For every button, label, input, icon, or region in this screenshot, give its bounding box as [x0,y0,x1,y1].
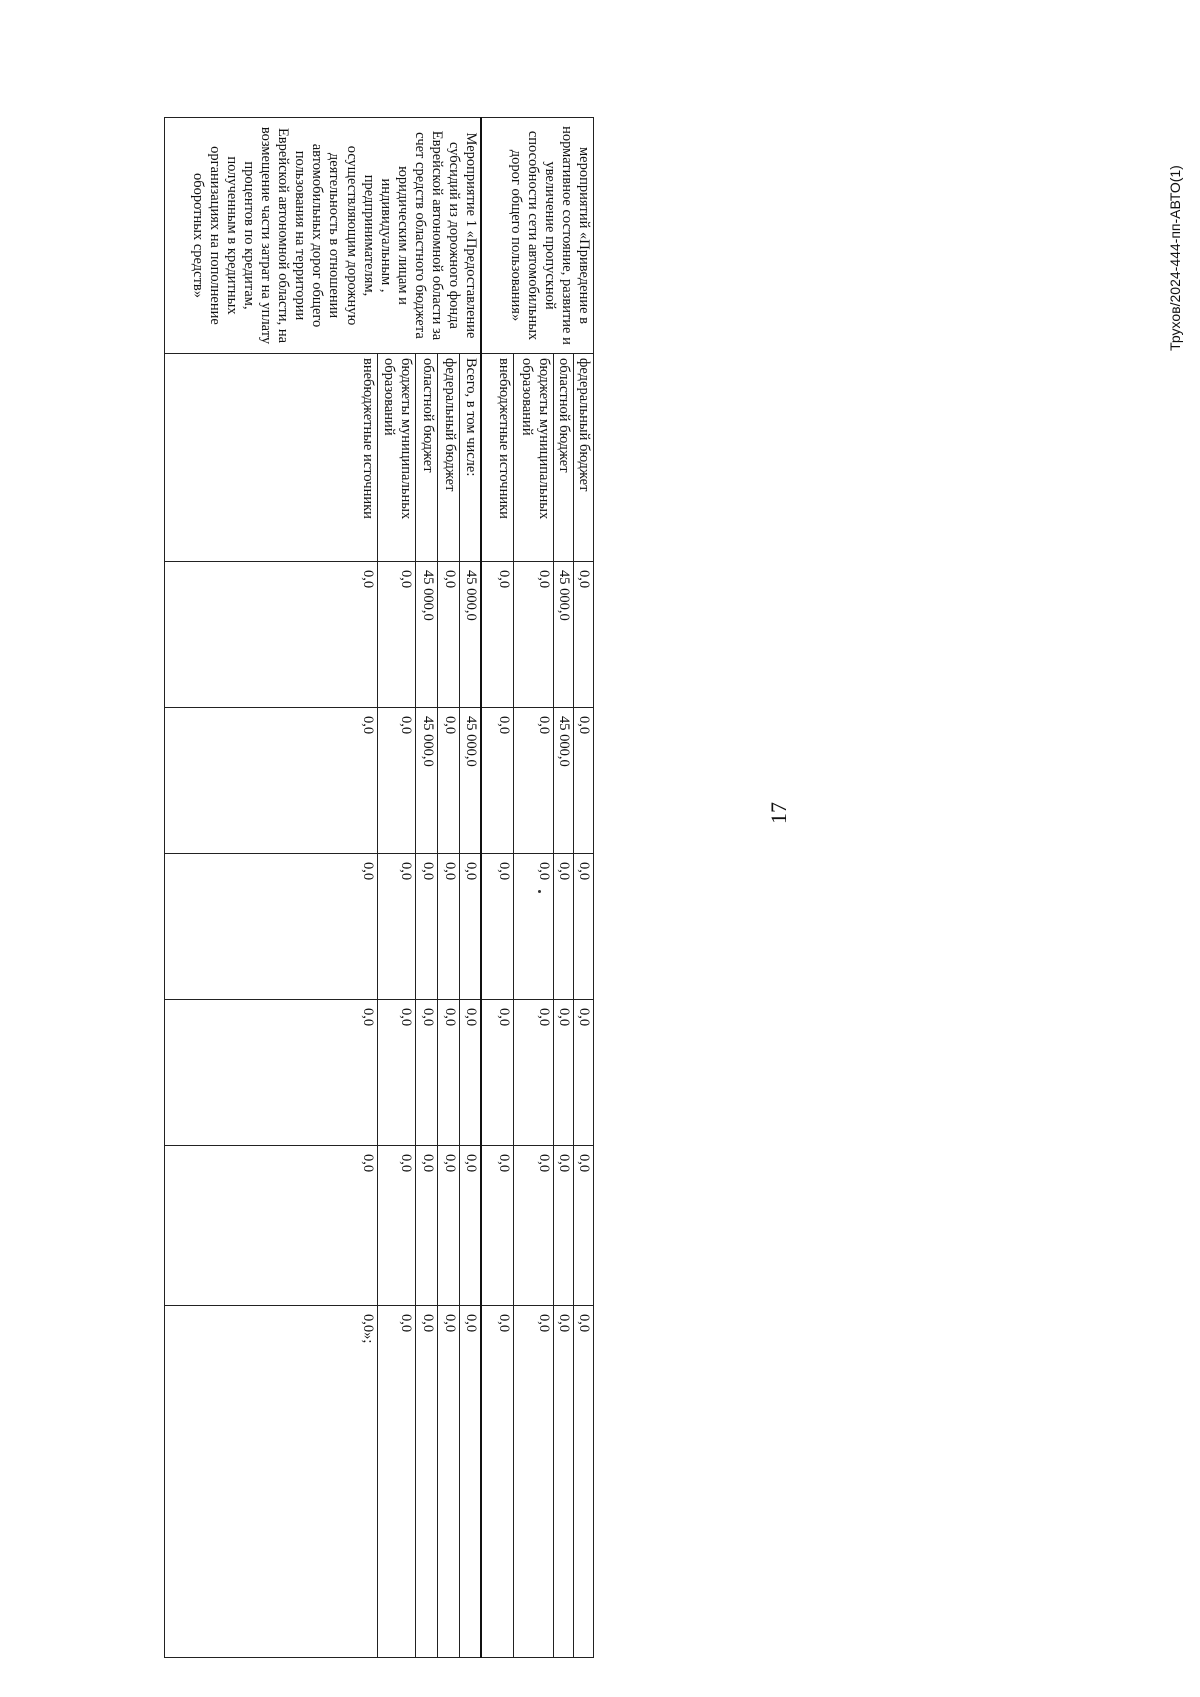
page-number: 17 [766,802,791,824]
value-cell: 0,0 [513,1306,553,1658]
value-cell: 0,0 [437,562,459,708]
value-cell: 0,0 [165,854,378,1000]
funding-source-cell: областной бюджет [415,354,437,562]
value-cell: 0,0 [553,1306,573,1658]
value-cell: 0,0 [513,854,553,1000]
funding-source-cell: внебюджетные источники [481,354,513,562]
value-cell: 0,0 [573,1306,593,1658]
value-cell: 0,0 [415,1306,437,1658]
value-cell: 0,0 [553,1146,573,1306]
value-cell: 0,0 [377,708,415,854]
value-cell: 0,0 [513,1146,553,1306]
value-cell: 0,0 [459,1146,481,1306]
value-cell: 0,0 [437,1306,459,1658]
value-cell: 45 000,0 [415,562,437,708]
value-cell: 0,0 [573,1000,593,1146]
value-cell: 0,0 [415,1000,437,1146]
funding-table [164,117,594,1658]
value-cell: 0,0 [377,1000,415,1146]
table-row [459,118,481,1658]
funding-source-cell: Всего, в том числе: [459,354,481,562]
funding-source-cell: бюджеты муниципальных образований [377,354,415,562]
value-cell: 0,0 [481,708,513,854]
funding-table-wrapper [164,117,594,1657]
value-cell: 0,0 [481,562,513,708]
value-cell: 0,0 [437,1146,459,1306]
value-cell: 0,0 [377,562,415,708]
value-cell: 0,0 [437,854,459,1000]
measure-name-cell: Мероприятие 1 «Предоставление субсидий из дорожного фонда Еврейской автономной области за счет средств областного бюджета юридическим лицам и индивидуальным , предпринимателям, осуществляющим дорожную деятельность в отношении автомобильных дорог общего пользования на территории Еврейской автономной области, на возмещение части затрат на уплату процентов по кредитам, полученным в кредитных организациях на пополнение оборотных средств» [165,118,482,354]
value-cell: 0,0 [553,1000,573,1146]
value-cell: 0,0 [553,854,573,1000]
value-cell: 45 000,0 [459,562,481,708]
value-cell: 0,0 [437,708,459,854]
value-cell: 0,0 [481,1306,513,1658]
value-cell: 0,0 [513,1000,553,1146]
value-cell: 0,0 [377,1146,415,1306]
value-cell: 0,0 [459,854,481,1000]
value-cell: 45 000,0 [553,562,573,708]
value-cell: 0,0 [165,562,378,708]
value-cell: 0,0 [573,854,593,1000]
value-cell: 0,0 [513,708,553,854]
table-row [573,118,593,1658]
value-cell: 0,0»; [165,1306,378,1658]
document-id: Трухов/2024-444-пп-АВТО(1) [1167,165,1183,351]
value-cell: 0,0 [481,1146,513,1306]
funding-source-cell: областной бюджет [553,354,573,562]
value-cell: 0,0 [459,1000,481,1146]
value-cell: 0,0 [437,1000,459,1146]
value-cell: 0,0 [573,562,593,708]
measure-name-cell: мероприятий «Приведение в нормативное состояние, развитие и увеличение пропускной способности сети автомобильных дорог общего пользования» [481,118,593,354]
value-cell: 0,0 [481,854,513,1000]
value-cell: 0,0 [573,708,593,854]
funding-source-cell: внебюджетные источники [165,354,378,562]
value-cell: 0,0 [415,1146,437,1306]
value-cell: 0,0 [415,854,437,1000]
value-cell: 0,0 [459,1306,481,1658]
value-cell: 0,0 [165,1146,378,1306]
value-cell: 0,0 [513,562,553,708]
funding-source-cell: бюджеты муниципальных образований [513,354,553,562]
value-cell: 45 000,0 [553,708,573,854]
value-cell: 0,0 [377,854,415,1000]
value-cell: 0,0 [573,1146,593,1306]
funding-source-cell: федеральный бюджет [437,354,459,562]
value-cell: 0,0 [481,1000,513,1146]
funding-source-cell: федеральный бюджет [573,354,593,562]
value-cell: 0,0 [165,1000,378,1146]
value-cell: 0,0 [377,1306,415,1658]
value-cell: 45 000,0 [459,708,481,854]
value-cell: 45 000,0 [415,708,437,854]
value-cell: 0,0 [165,708,378,854]
